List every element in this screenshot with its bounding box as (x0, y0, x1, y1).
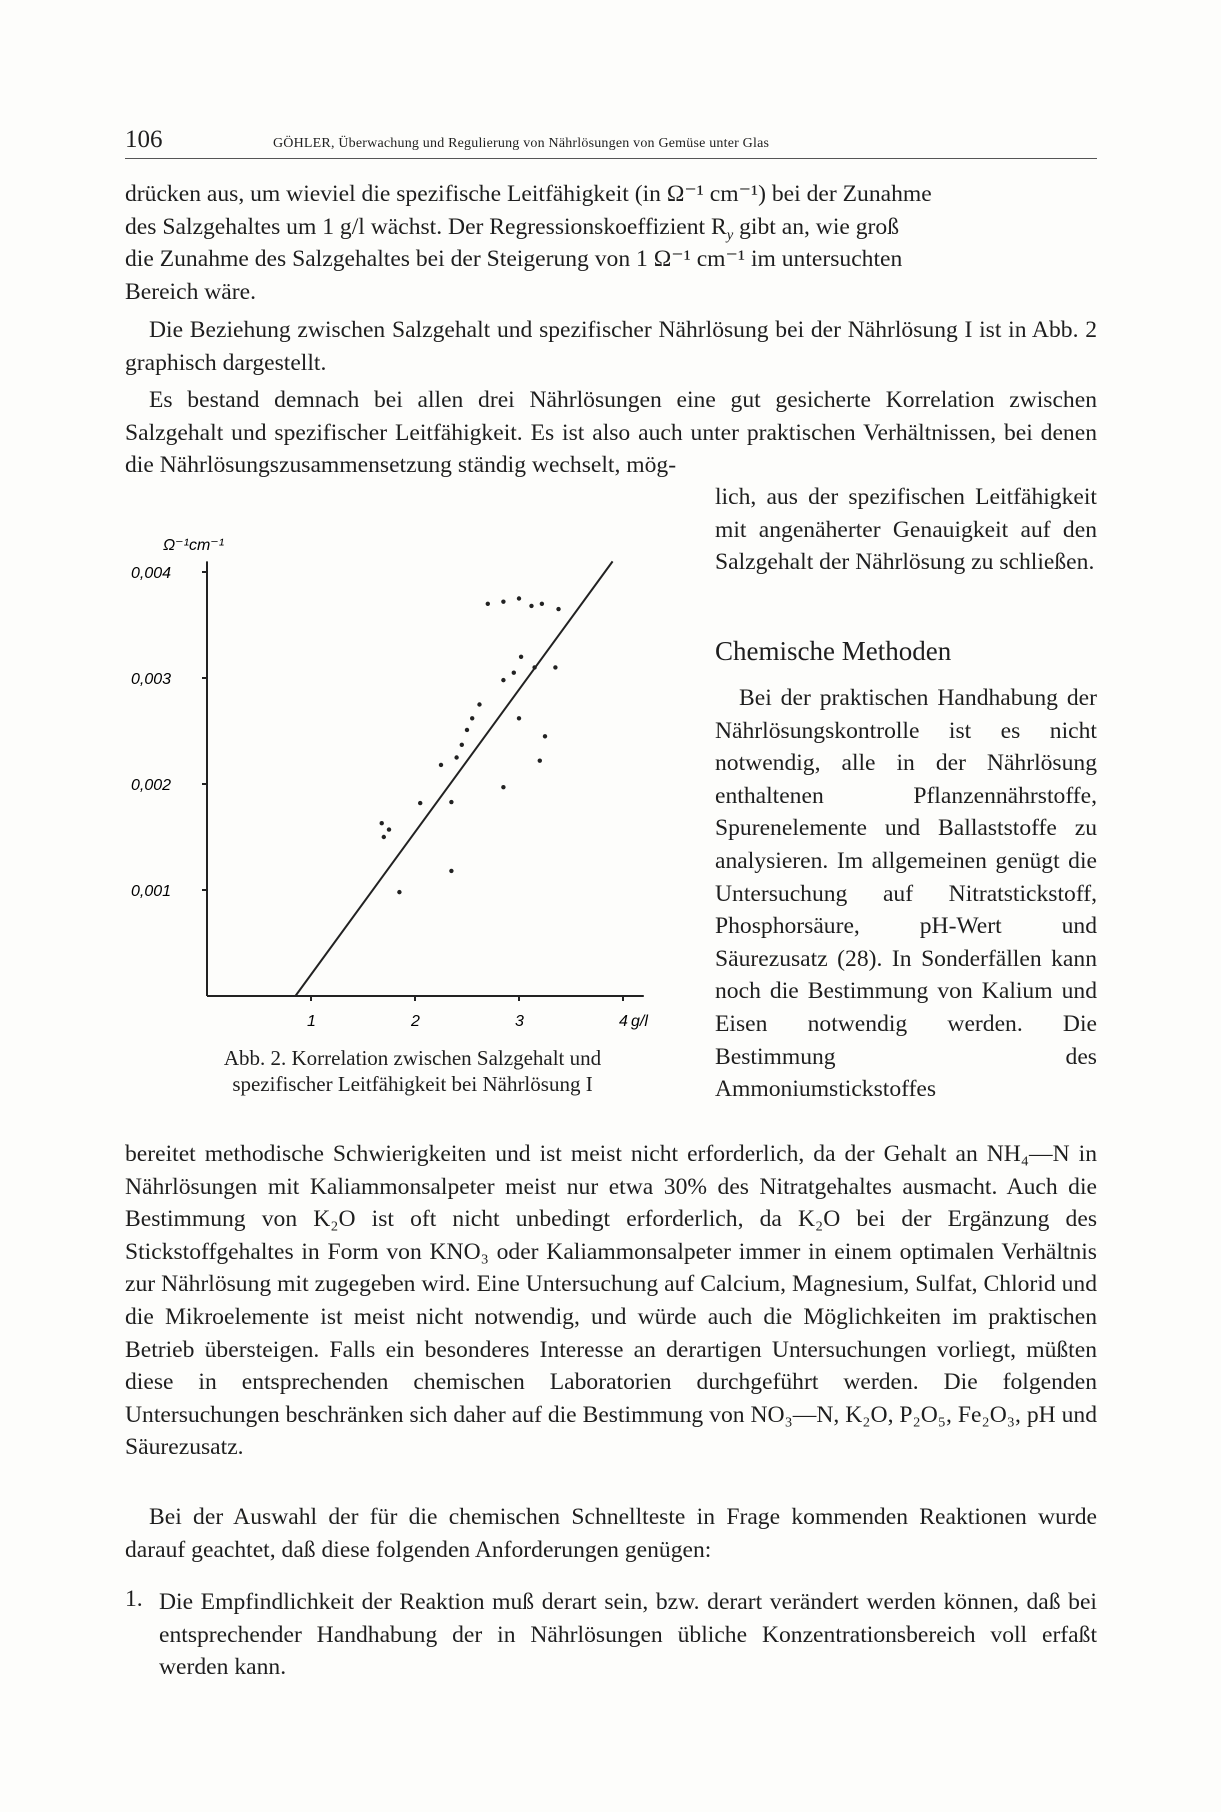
data-point (486, 602, 490, 606)
data-point (470, 716, 474, 720)
list-item-1: Die Empfindlichkeit der Reaktion muß derart sein, bzw. derart verändert werden können, daß bei entsprechender Handhabung der in Nährlösungen übliche Konzentrationsbereich voll erfaßt werden kann. (159, 1589, 1097, 1681)
data-point (465, 728, 469, 732)
page (125, 0, 1097, 1812)
y-tick-label: 0,001 (131, 883, 172, 900)
paragraph-1-line-2 (125, 211, 1097, 244)
paragraph-1-line-4: Bereich wäre. (125, 278, 256, 305)
chart-regression (295, 561, 612, 996)
data-point (397, 890, 401, 894)
chart-labels (131, 537, 648, 1030)
regression-line (295, 561, 612, 996)
section-heading: Chemische Methoden (715, 636, 952, 666)
x-tick-label: 2 (411, 1013, 420, 1030)
paragraph-1-line-2-start: des Salzgehaltes um 1 g/l wächst. Der Regressionskoeffizient R (125, 213, 727, 240)
data-point (529, 604, 533, 608)
data-point (517, 596, 521, 600)
data-point (387, 827, 391, 831)
x-tick-label: 1 (307, 1013, 316, 1030)
data-point (454, 755, 458, 759)
caption-line-2: spezifischer Leitfähigkeit bei Nährlösung I (232, 1072, 593, 1096)
y-tick-label: 0,002 (131, 777, 172, 794)
y-tick-label: 0,004 (131, 565, 172, 582)
data-point (543, 734, 547, 738)
correlation-chart (125, 520, 700, 1040)
paragraph-2: Die Beziehung zwischen Salzgehalt und spezifischer Nährlösung bei der Nährlösung I ist in Abb. 2 graphisch dargestellt. (125, 317, 1097, 376)
data-point (501, 785, 505, 789)
data-point (449, 800, 453, 804)
paragraph-3: Es bestand demnach bei allen drei Nährlösungen eine gut gesicherte Korrelation zwischen Salzgehalt und spezifischer Leitfähigkeit. Es ist also auch unter praktischen Verhältnissen, bei denen die Nährlösungszusammensetzung ständig wechselt, mög- (125, 387, 1097, 479)
data-point (380, 821, 384, 825)
figure-abb-2 (125, 520, 700, 1105)
data-point (477, 702, 481, 706)
list-number: 1. (125, 1586, 143, 1612)
figure-caption (125, 1045, 700, 1097)
chart-ticks (202, 572, 623, 1001)
data-point (449, 869, 453, 873)
data-point (512, 671, 516, 675)
running-head (125, 126, 1097, 159)
x-axis-label: g/l (631, 1013, 648, 1030)
y-tick-label: 0,003 (131, 671, 172, 688)
chart-points (380, 596, 561, 894)
caption-line-1: Abb. 2. Korrelation zwischen Salzgehalt und (223, 1046, 602, 1070)
data-point (501, 599, 505, 603)
x-tick-label: 3 (515, 1013, 524, 1030)
data-point (540, 602, 544, 606)
data-point (538, 758, 542, 762)
data-point (517, 716, 521, 720)
x-tick-label: 4 (619, 1013, 628, 1030)
paragraph-1-line-2-end: gibt an, wie groß (733, 213, 900, 240)
running-title: GÖHLER, Überwachung und Regulierung von Nährlösungen von Gemüse unter Glas (273, 136, 770, 151)
data-point (556, 607, 560, 611)
y-axis-label: Ω⁻¹cm⁻¹ (163, 537, 225, 554)
paragraph-1 (125, 178, 1097, 308)
data-point (501, 678, 505, 682)
data-point (460, 743, 464, 747)
paragraph-5: Bei der Auswahl der für die chemischen Schnellteste in Frage kommenden Reaktionen wurde darauf geachtet, daß diese folgenden Anforderungen genügen: (125, 1504, 1097, 1563)
subscript-y: y (726, 227, 734, 244)
paragraph-1-line-3: die Zunahme des Salzgehaltes bei der Steigerung von 1 Ω⁻¹ cm⁻¹ im untersuchten (125, 246, 903, 273)
page-number: 106 (125, 126, 163, 153)
data-point (382, 835, 386, 839)
data-point (418, 801, 422, 805)
paragraph-4-side: Bei der praktischen Handhabung der Nährlösungskontrolle ist es nicht notwendig, alle in der Nährlösung enthaltenen Pflanzennährstoffe, Spurenelemente und Ballaststoffe zu analysieren. Im allgemeinen genügt die Untersuchung auf Nitratstickstoff, Phosphorsäure, pH-Wert und Säurezusatz (28). In Sonderfällen kann noch die Bestimmung von Kalium und Eisen notwendig werden. Die Bestimmung des Ammoniumstickstoffes (715, 685, 1097, 1103)
paragraph-4-full: bereitet methodische Schwierigkeiten und ist meist nicht erforderlich, da der Gehalt an NH₄—N in Nährlösungen mit Kaliammonsalpeter meist nur etwa 30% des Nitratgehaltes ausmacht. Auch die Bestimmung von K₂O ist oft nicht unbedingt erforderlich, da K₂O bei der Ergänzung des Stickstoffgehaltes in Form von KNO₃ oder Kaliammonsalpeter immer in einem optimalen Verhältnis zur Nährlösung mit zugegeben wird. Eine Untersuchung auf Calcium, Magnesium, Sulfat, Chlorid und die Mikroelemente ist meist nicht notwendig, und würde auch die Möglichkeiten im praktischen Betrieb übersteigen. Falls ein besonderes Interesse an derartigen Untersuchungen vorliegt, müßten diese in entsprechenden chemischen Laboratorien durchgeführt werden. Die folgenden Untersuchungen beschränken sich daher auf die Bestimmung von NO₃—N, K₂O, P₂O₅, Fe₂O₃, pH und Säurezusatz. (125, 1141, 1097, 1461)
chart-axes (207, 561, 644, 996)
data-point (439, 763, 443, 767)
data-point (519, 655, 523, 659)
paragraph-1-line-1: drücken aus, um wieviel die spezifische Leitfähigkeit (in Ω⁻¹ cm⁻¹) bei der Zunahme (125, 181, 932, 207)
data-point (553, 665, 557, 669)
paragraph-3-continued: lich, aus der spezifischen Leitfähigkeit mit angenäherter Genauigkeit auf den Salzgehalt der Nährlösung zu schließen. (715, 484, 1097, 576)
